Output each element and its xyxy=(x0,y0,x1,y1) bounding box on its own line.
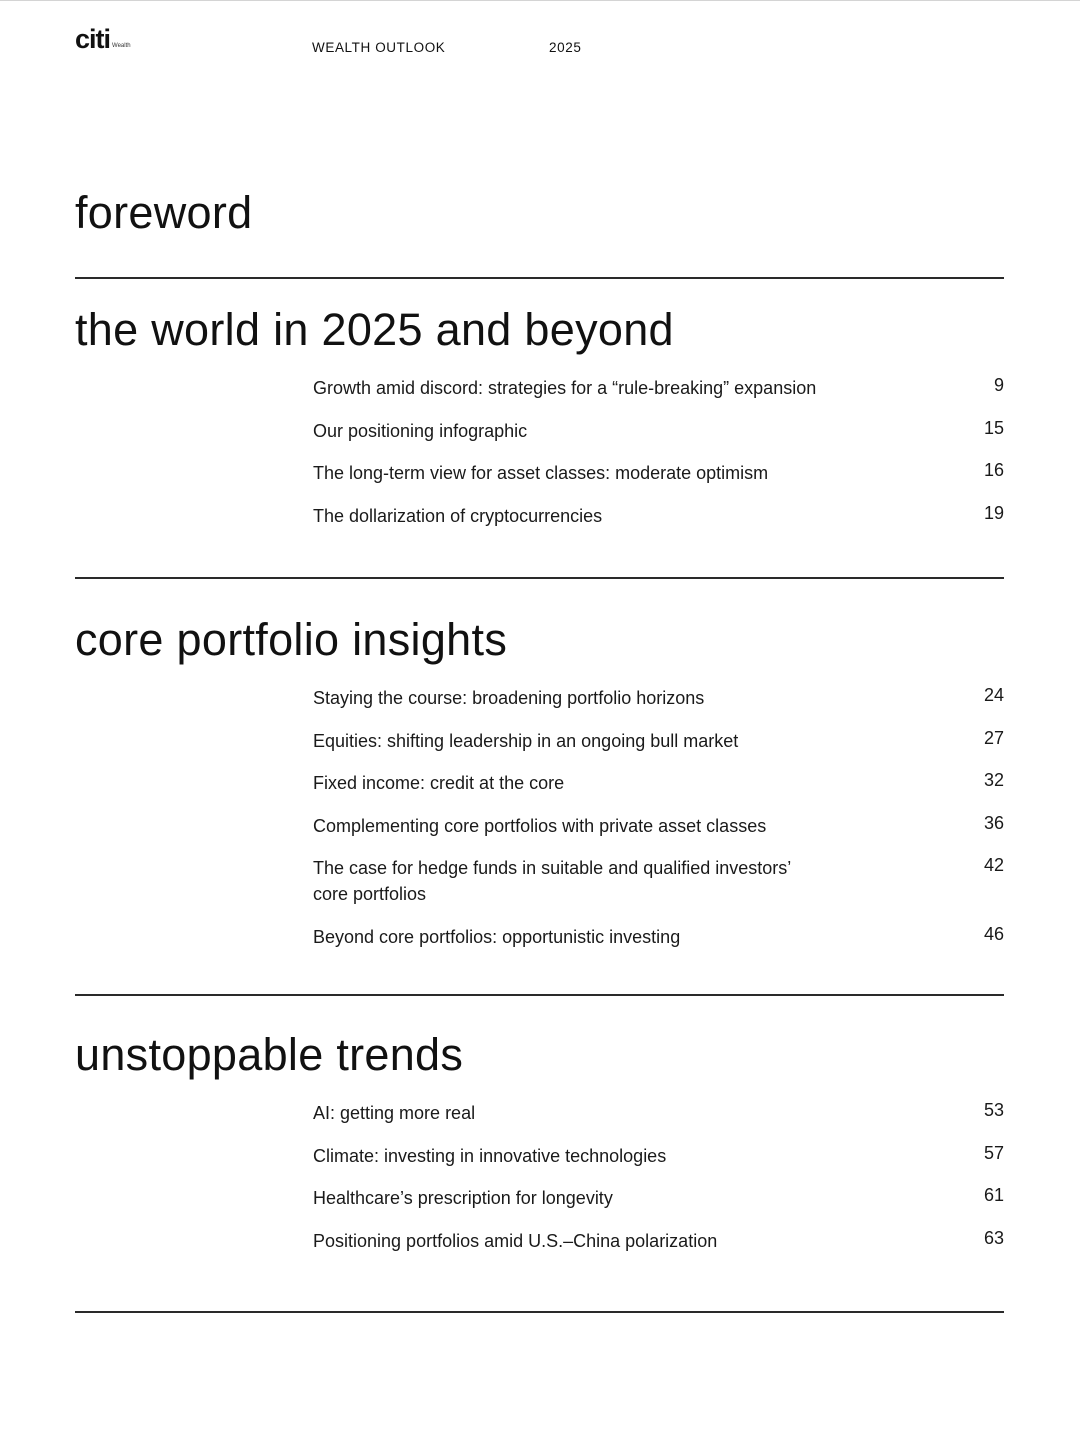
toc-item-page: 32 xyxy=(983,770,1004,790)
toc-item-title: Fixed income: credit at the core xyxy=(313,773,565,793)
toc-item-page: 15 xyxy=(983,417,1004,438)
section-divider xyxy=(75,277,1004,279)
toc-item[interactable] xyxy=(313,924,1004,950)
toc-item-title: The long-term view for asset classes: moderate optimism xyxy=(313,463,769,483)
section-divider xyxy=(75,1311,1004,1313)
toc-item[interactable] xyxy=(313,460,1004,486)
logo-mark: citi xyxy=(75,24,111,54)
foreword-heading[interactable]: foreword xyxy=(75,187,253,238)
section-divider xyxy=(75,994,1004,996)
toc-item-title: AI: getting more real xyxy=(313,1103,476,1123)
toc-item-page: 19 xyxy=(983,502,1004,523)
toc-item-page: 24 xyxy=(983,685,1004,705)
toc-item-title: Growth amid discord: strategies for a “rule-breaking” expansion xyxy=(313,378,817,398)
toc-item[interactable] xyxy=(313,503,1004,529)
toc-item-page: 36 xyxy=(983,812,1004,833)
toc-item-title: Climate: investing in innovative technologies xyxy=(313,1145,667,1166)
citi-logo xyxy=(75,24,131,54)
section-title-world[interactable]: the world in 2025 and beyond xyxy=(75,304,674,355)
toc-item-page: 9 xyxy=(993,375,1004,395)
toc-item-title: The case for hedge funds in suitable and qualified investors’ core portfolios xyxy=(313,858,791,904)
top-border xyxy=(0,0,1080,1)
toc-item[interactable] xyxy=(313,770,1004,796)
toc-item-page: 16 xyxy=(983,460,1004,480)
toc-item-page: 46 xyxy=(983,923,1004,944)
toc-item[interactable] xyxy=(313,1100,1004,1126)
toc-item-title: Our positioning infographic xyxy=(313,420,528,441)
toc-item-title: Complementing core portfolios with private asset classes xyxy=(313,815,767,836)
toc-item[interactable] xyxy=(313,375,1004,401)
toc-item-title: Staying the course: broadening portfolio horizons xyxy=(313,688,705,708)
toc-list-core xyxy=(313,685,1004,966)
toc-list-trends xyxy=(313,1100,1004,1270)
toc-list-world xyxy=(313,375,1004,545)
toc-item[interactable] xyxy=(313,728,1004,754)
toc-item-title: Beyond core portfolios: opportunistic investing xyxy=(313,926,681,947)
toc-item-page: 61 xyxy=(983,1185,1004,1205)
toc-item[interactable] xyxy=(313,813,1004,839)
toc-item-title: Healthcare’s prescription for longevity xyxy=(313,1188,613,1208)
toc-item-page: 42 xyxy=(983,855,1004,875)
logo-subtitle: Wealth xyxy=(112,43,131,49)
header-year: 2025 xyxy=(549,40,582,55)
toc-item-page: 53 xyxy=(983,1100,1004,1120)
section-title-core[interactable]: core portfolio insights xyxy=(75,614,508,665)
section-divider xyxy=(75,577,1004,579)
toc-item[interactable] xyxy=(313,1143,1004,1169)
header-title: WEALTH OUTLOOK xyxy=(312,40,446,55)
toc-item-page: 63 xyxy=(983,1227,1004,1248)
toc-item-title: Positioning portfolios amid U.S.–China polarization xyxy=(313,1230,718,1251)
toc-item-title: The dollarization of cryptocurrencies xyxy=(313,505,603,526)
section-title-trends[interactable]: unstoppable trends xyxy=(75,1029,464,1080)
toc-item[interactable] xyxy=(313,855,1004,907)
toc-item-title: Equities: shifting leadership in an ongoing bull market xyxy=(313,730,739,751)
toc-item[interactable] xyxy=(313,1185,1004,1211)
toc-item[interactable] xyxy=(313,685,1004,711)
toc-item[interactable] xyxy=(313,1228,1004,1254)
toc-item-page: 57 xyxy=(983,1142,1004,1163)
toc-item-page: 27 xyxy=(983,727,1004,748)
toc-item[interactable] xyxy=(313,418,1004,444)
